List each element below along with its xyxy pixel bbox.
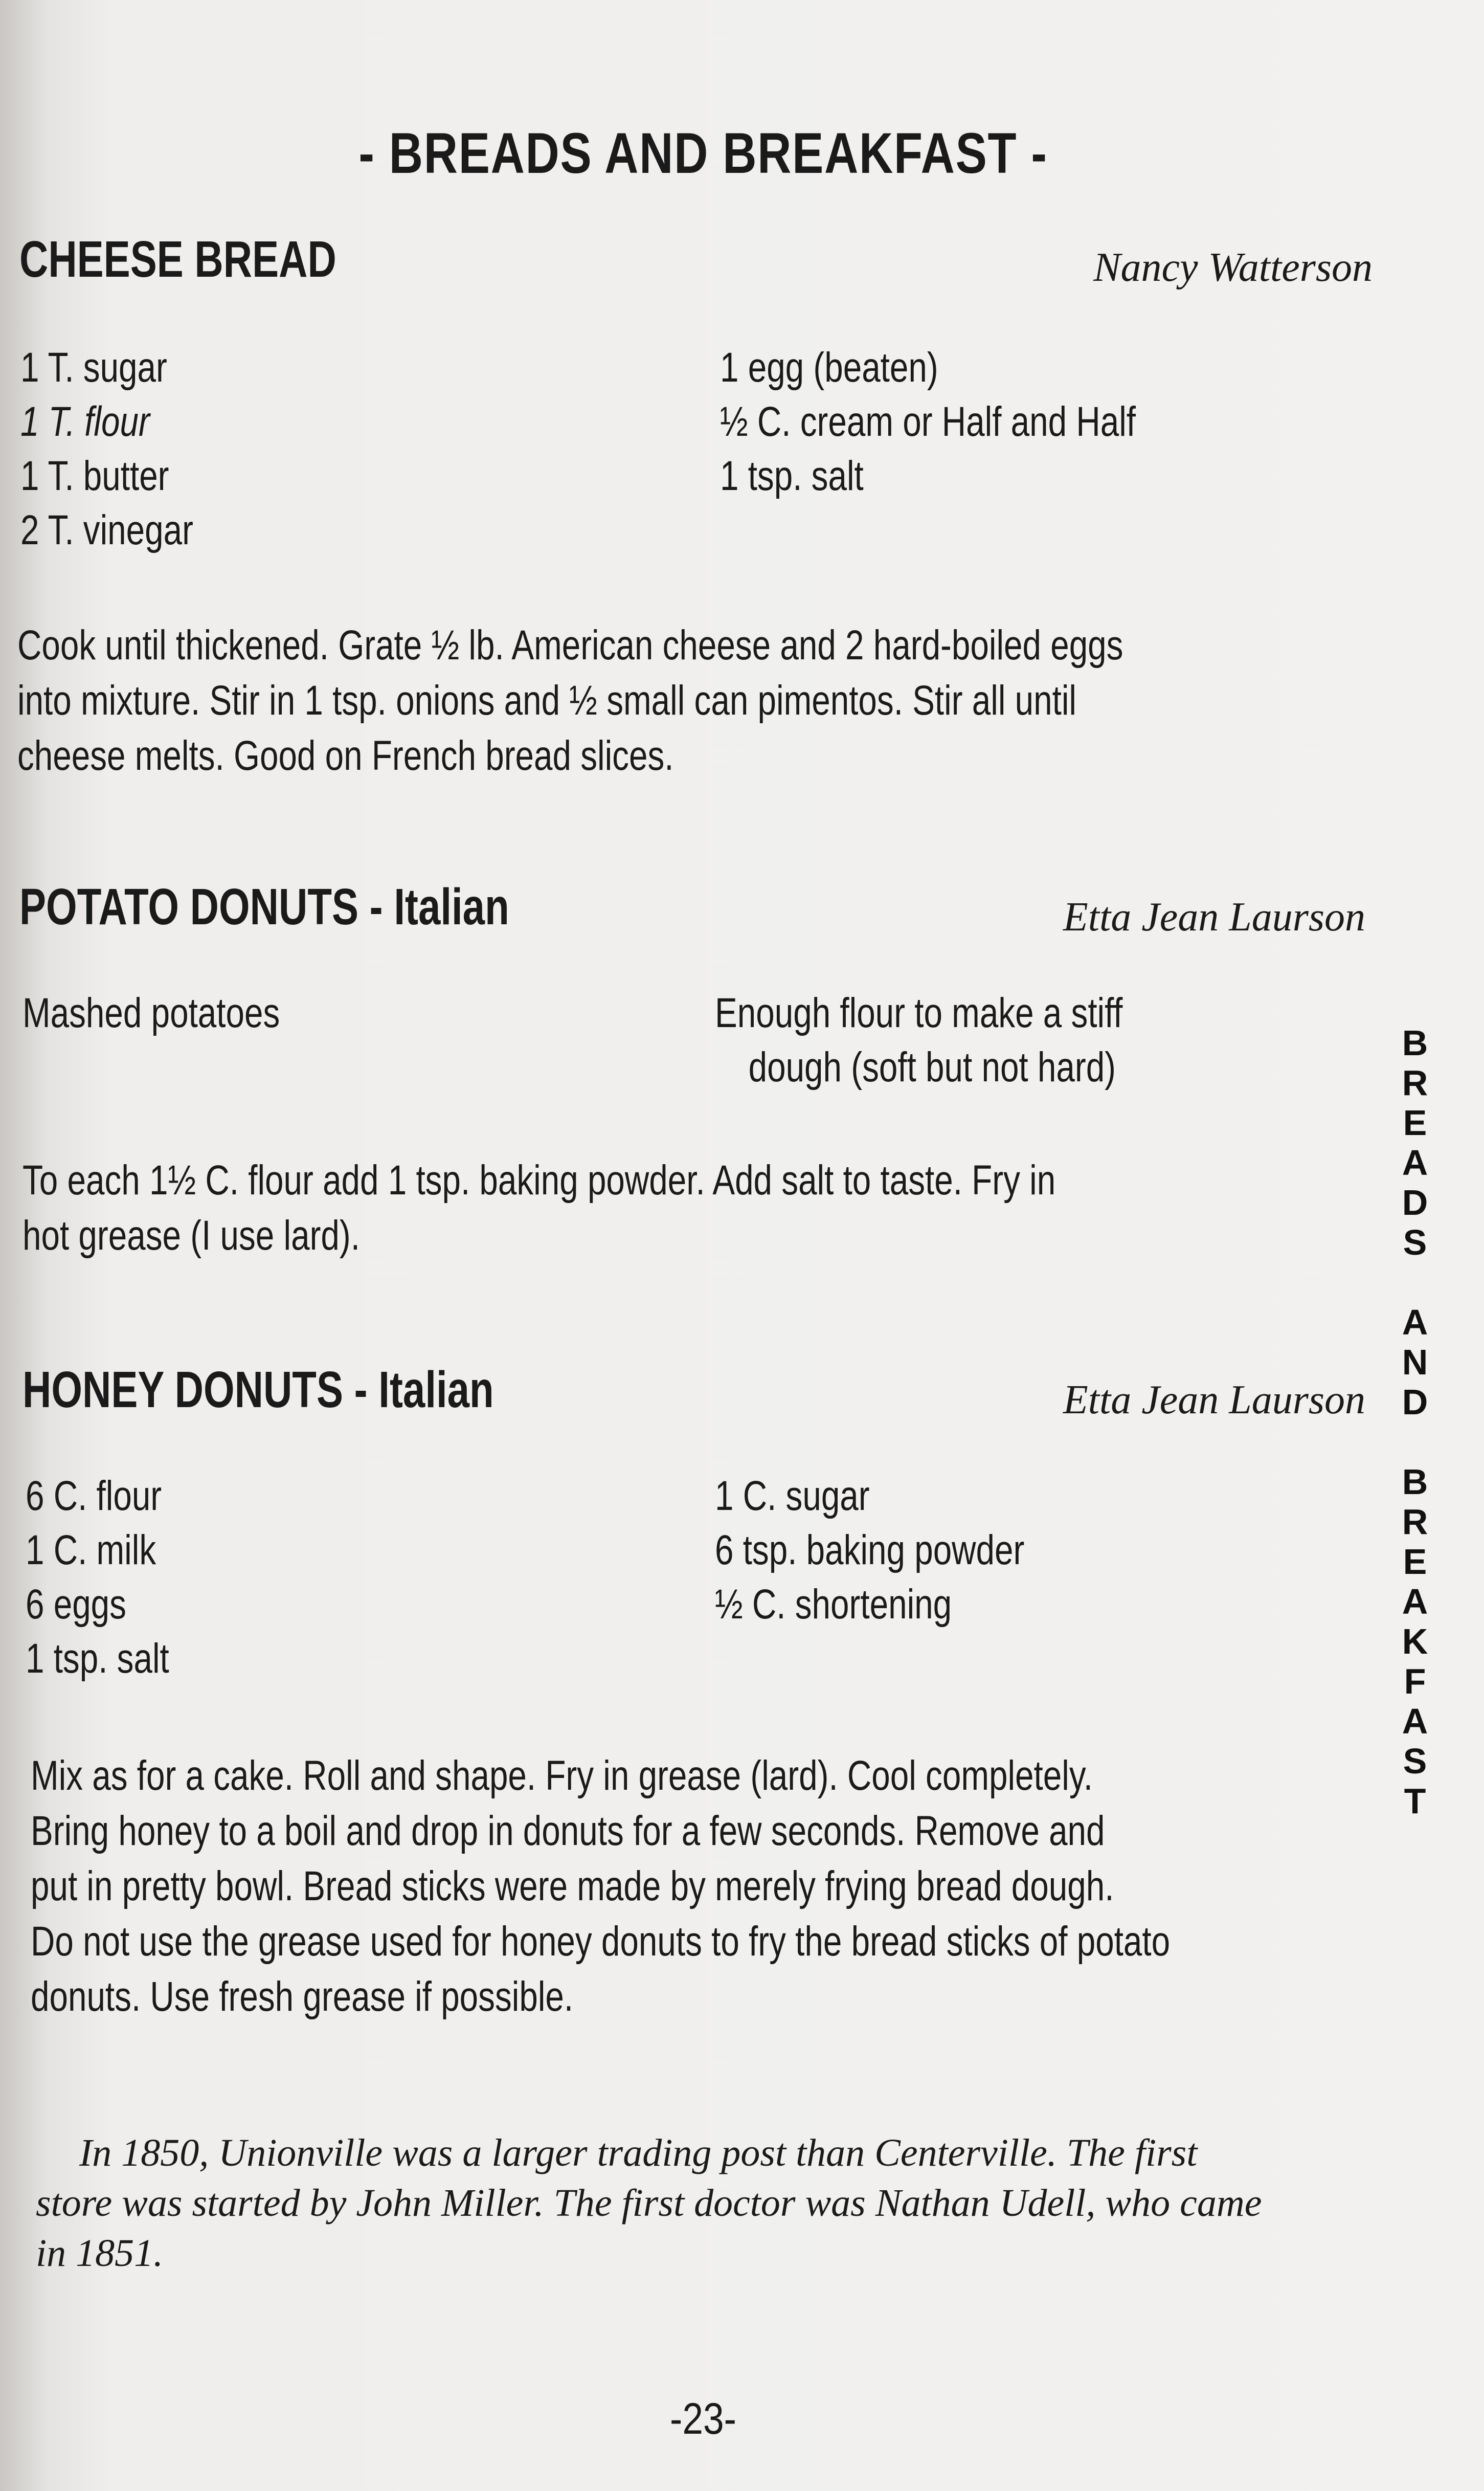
direction-line: hot grease (I use lard).: [23, 1212, 360, 1259]
side-tab-letter: A: [1402, 1582, 1428, 1621]
side-tab-letter: N: [1402, 1342, 1428, 1382]
ingredients-left-cheese-bread: [20, 341, 193, 558]
ingredient: 1 tsp. salt: [26, 1635, 169, 1682]
recipe-title-potato-donuts: POTATO DONUTS - Italian: [19, 878, 509, 936]
direction-line: cheese melts. Good on French bread slices.: [17, 732, 674, 779]
directions-potato-donuts: [23, 1153, 1389, 1263]
side-tab-letter: S: [1403, 1222, 1427, 1262]
direction-line: To each 1½ C. flour add 1 tsp. baking powder. Add salt to taste. Fry in: [23, 1157, 1056, 1204]
section-title: - BREADS AND BREAKFAST -: [358, 121, 1048, 185]
note-line: store was started by John Miller. The first doctor was Nathan Udell, who came: [36, 2182, 1262, 2225]
ingredient: 6 C. flour: [26, 1473, 162, 1519]
side-tab-word-3: [1387, 1462, 1443, 1821]
ingredient: ½ C. cream or Half and Half: [720, 398, 1136, 445]
side-tab-letter: S: [1403, 1741, 1427, 1781]
ingredient: 1 C. sugar: [715, 1473, 870, 1519]
recipe-author-honey-donuts: Etta Jean Laurson: [1063, 1377, 1365, 1422]
note-line: in 1851.: [36, 2232, 164, 2275]
direction-line: Cook until thickened. Grate ½ lb. American cheese and 2 hard-boiled eggs: [17, 622, 1123, 669]
ingredient: 1 T. flour: [20, 398, 150, 445]
ingredient: 1 C. milk: [26, 1527, 156, 1573]
side-tab-word-2: [1387, 1302, 1443, 1422]
side-tab-letter: F: [1404, 1661, 1426, 1701]
side-tab-letter: D: [1402, 1382, 1428, 1422]
side-tab-letter: R: [1402, 1502, 1428, 1542]
history-note: [36, 2128, 1365, 2278]
recipe-title-honey-donuts: HONEY DONUTS - Italian: [23, 1361, 494, 1418]
ingredient: Mashed potatoes: [23, 990, 280, 1036]
ingredient: 6 eggs: [26, 1581, 126, 1628]
ingredient: 1 T. butter: [20, 453, 169, 499]
direction-line: put in pretty bowl. Bread sticks were made by merely frying bread dough.: [31, 1863, 1114, 1909]
ingredient: 2 T. vinegar: [20, 507, 193, 553]
direction-line: Mix as for a cake. Roll and shape. Fry in grease (lard). Cool completely.: [31, 1752, 1093, 1799]
ingredient: Enough flour to make a stiff: [715, 990, 1123, 1036]
ingredient: dough (soft but not hard): [748, 1044, 1116, 1091]
recipe-author-cheese-bread: Nancy Watterson: [1093, 245, 1373, 290]
side-tab-letter: B: [1402, 1462, 1428, 1502]
page-number: -23-: [670, 2394, 736, 2443]
side-tab-letter: A: [1402, 1143, 1428, 1183]
side-tab-letter: D: [1402, 1183, 1428, 1222]
direction-line: donuts. Use fresh grease if possible.: [31, 1973, 574, 2020]
direction-line: Do not use the grease used for honey donuts to fry the bread sticks of potato: [31, 1918, 1171, 1965]
ingredient: 1 tsp. salt: [720, 453, 864, 499]
ingredients-right-cheese-bread: [720, 341, 1136, 503]
ingredients-right-potato-donuts: [715, 986, 1122, 1095]
side-tab-letter: A: [1402, 1701, 1428, 1741]
ingredient: 1 T. sugar: [20, 344, 167, 391]
side-tab-letter: K: [1402, 1621, 1428, 1661]
side-tab-letter: E: [1403, 1103, 1427, 1143]
recipe-author-potato-donuts: Etta Jean Laurson: [1063, 895, 1365, 940]
ingredients-left-honey-donuts: [26, 1469, 169, 1686]
ingredient: 1 egg (beaten): [720, 344, 938, 391]
side-tab-letter: B: [1402, 1023, 1428, 1063]
ingredients-right-honey-donuts: [715, 1469, 1024, 1632]
note-line: In 1850, Unionville was a larger trading post than Centerville. The first: [79, 2131, 1198, 2174]
directions-honey-donuts: [31, 1748, 1397, 2025]
side-tab-letter: T: [1404, 1781, 1426, 1821]
recipe-title-cheese-bread: CHEESE BREAD: [19, 231, 336, 288]
ingredient: ½ C. shortening: [715, 1581, 952, 1628]
side-tab-word-1: [1387, 1023, 1443, 1262]
side-tab-breads-and-breakfast: [1387, 1023, 1443, 1821]
directions-cheese-bread: [17, 618, 1384, 784]
side-tab-letter: E: [1403, 1542, 1427, 1582]
ingredient: 6 tsp. baking powder: [715, 1527, 1025, 1573]
ingredients-left-potato-donuts: [23, 986, 280, 1040]
side-tab-letter: R: [1402, 1063, 1428, 1103]
direction-line: Bring honey to a boil and drop in donuts for a few seconds. Remove and: [31, 1808, 1105, 1854]
side-tab-letter: A: [1402, 1302, 1428, 1342]
direction-line: into mixture. Stir in 1 tsp. onions and ½ small can pimentos. Stir all until: [17, 677, 1076, 724]
